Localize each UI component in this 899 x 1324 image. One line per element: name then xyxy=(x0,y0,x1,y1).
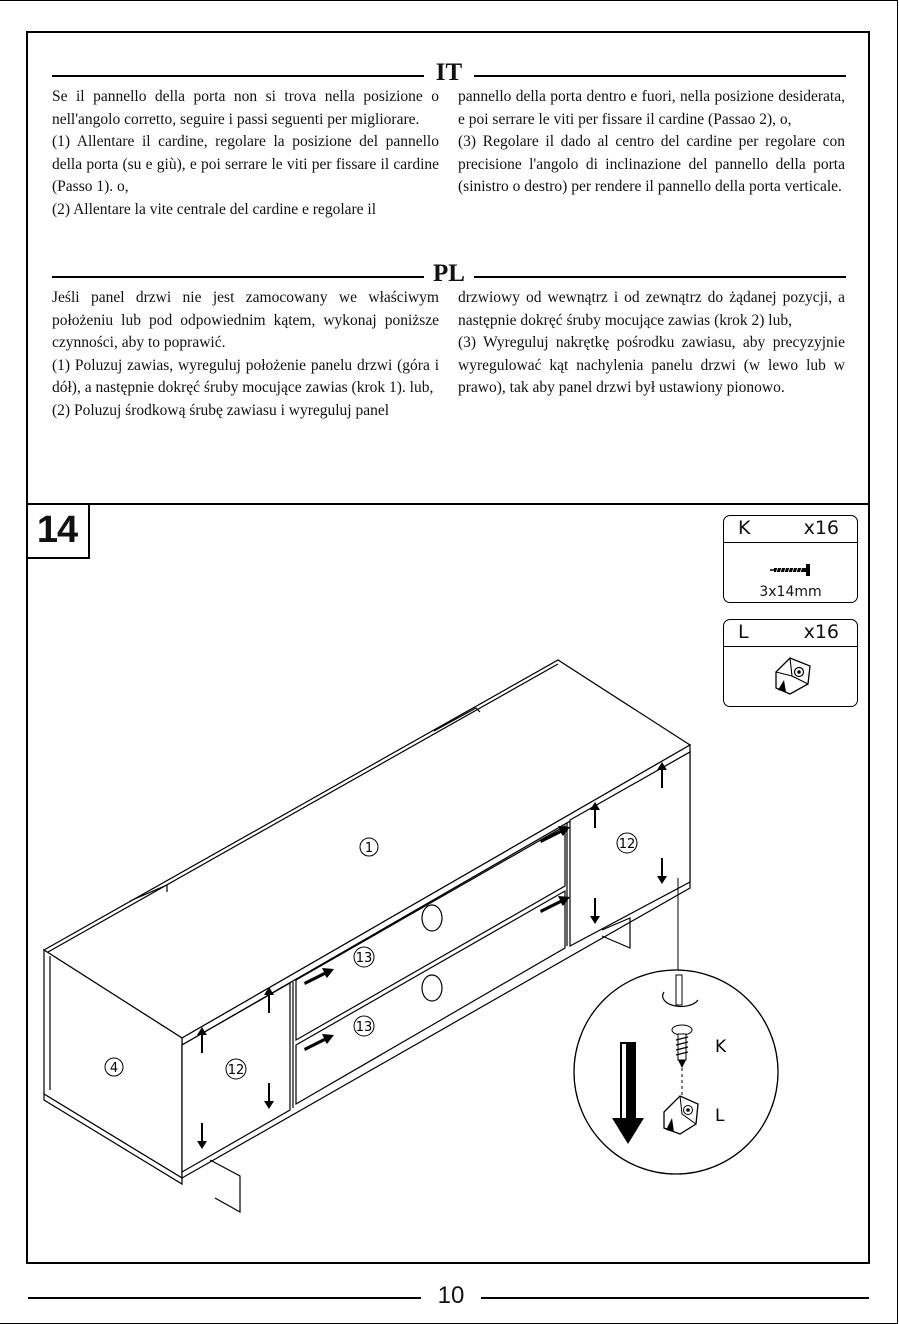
step-number: 14 xyxy=(26,503,90,559)
label-top-panel: 1 xyxy=(364,841,374,856)
paragraph: (1) Allentare il cardine, regolare la posizione del pannello della porta (su e giù), e poi serrare le viti per fissare il cardine (Passo 1). o, xyxy=(52,133,439,196)
part-quantity: x16 xyxy=(803,621,839,643)
paragraph: (3) Wyreguluj nakrętkę pośrodku zawiasu, aby precyzyjnie wyregulować kąt nachylenia panelu drzwi (w lewo lub w prawo), tak aby panel drzwi był ustawiony pionowo. xyxy=(458,334,845,397)
language-code: IT xyxy=(435,59,463,86)
paragraph: (2) Allentare la vite centrale del cardine e regolare il xyxy=(52,200,377,218)
detail-label-screw: K xyxy=(715,1037,727,1057)
language-code: PL xyxy=(433,260,465,287)
label-door-left: 12 xyxy=(227,1063,245,1078)
paragraph: (3) Regolare il dado al centro del cardine per regolare con precisione l'angolo di inclinazione del pannello della porta (sinistro o destro) per rendere il pannello della porta verticale. xyxy=(458,133,845,196)
paragraph: Se il pannello della porta non si trova nella posizione o nell'angolo corretto, seguire i passi seguenti per migliorare. xyxy=(52,88,439,128)
footer-rule-right xyxy=(481,1297,869,1299)
label-drawer-upper: 13 xyxy=(355,951,373,966)
paragraph: Jeśli panel drzwi nie jest zamocowany we właściwym położeniu lub pod odpowiednim kątem, wykonaj poniższe czynności, aby to poprawić. xyxy=(52,289,439,352)
paragraph: drzwiowy od wewnątrz i od zewnątrz do żądanej pozycji, a następnie dokręć śruby mocujące zawias (krok 2) lub, xyxy=(458,289,845,329)
paragraph: (2) Poluzuj środkową śrubę zawiasu i wyreguluj panel xyxy=(52,401,390,419)
detail-label-bracket: L xyxy=(715,1106,725,1126)
part-size: 3x14mm xyxy=(759,584,822,600)
paragraph: (1) Poluzuj zawias, wyreguluj położenie panelu drzwi (góra i dół), a następnie dokręć śruby mocujące zawias (krok 1). lub, xyxy=(52,356,439,397)
label-drawer-lower: 13 xyxy=(355,1020,373,1035)
label-door-right: 12 xyxy=(618,837,636,852)
footer-rule-left xyxy=(28,1297,421,1299)
page-number: 10 xyxy=(437,1282,465,1309)
part-letter: L xyxy=(738,621,749,643)
part-quantity: x16 xyxy=(803,517,839,539)
paragraph: pannello della porta dentro e fuori, nella posizione desiderata, e poi serrare le viti per fissare il cardine (Passao 2), o, xyxy=(458,88,845,128)
part-letter: K xyxy=(738,517,751,539)
label-side-panel: 4 xyxy=(109,1061,119,1076)
